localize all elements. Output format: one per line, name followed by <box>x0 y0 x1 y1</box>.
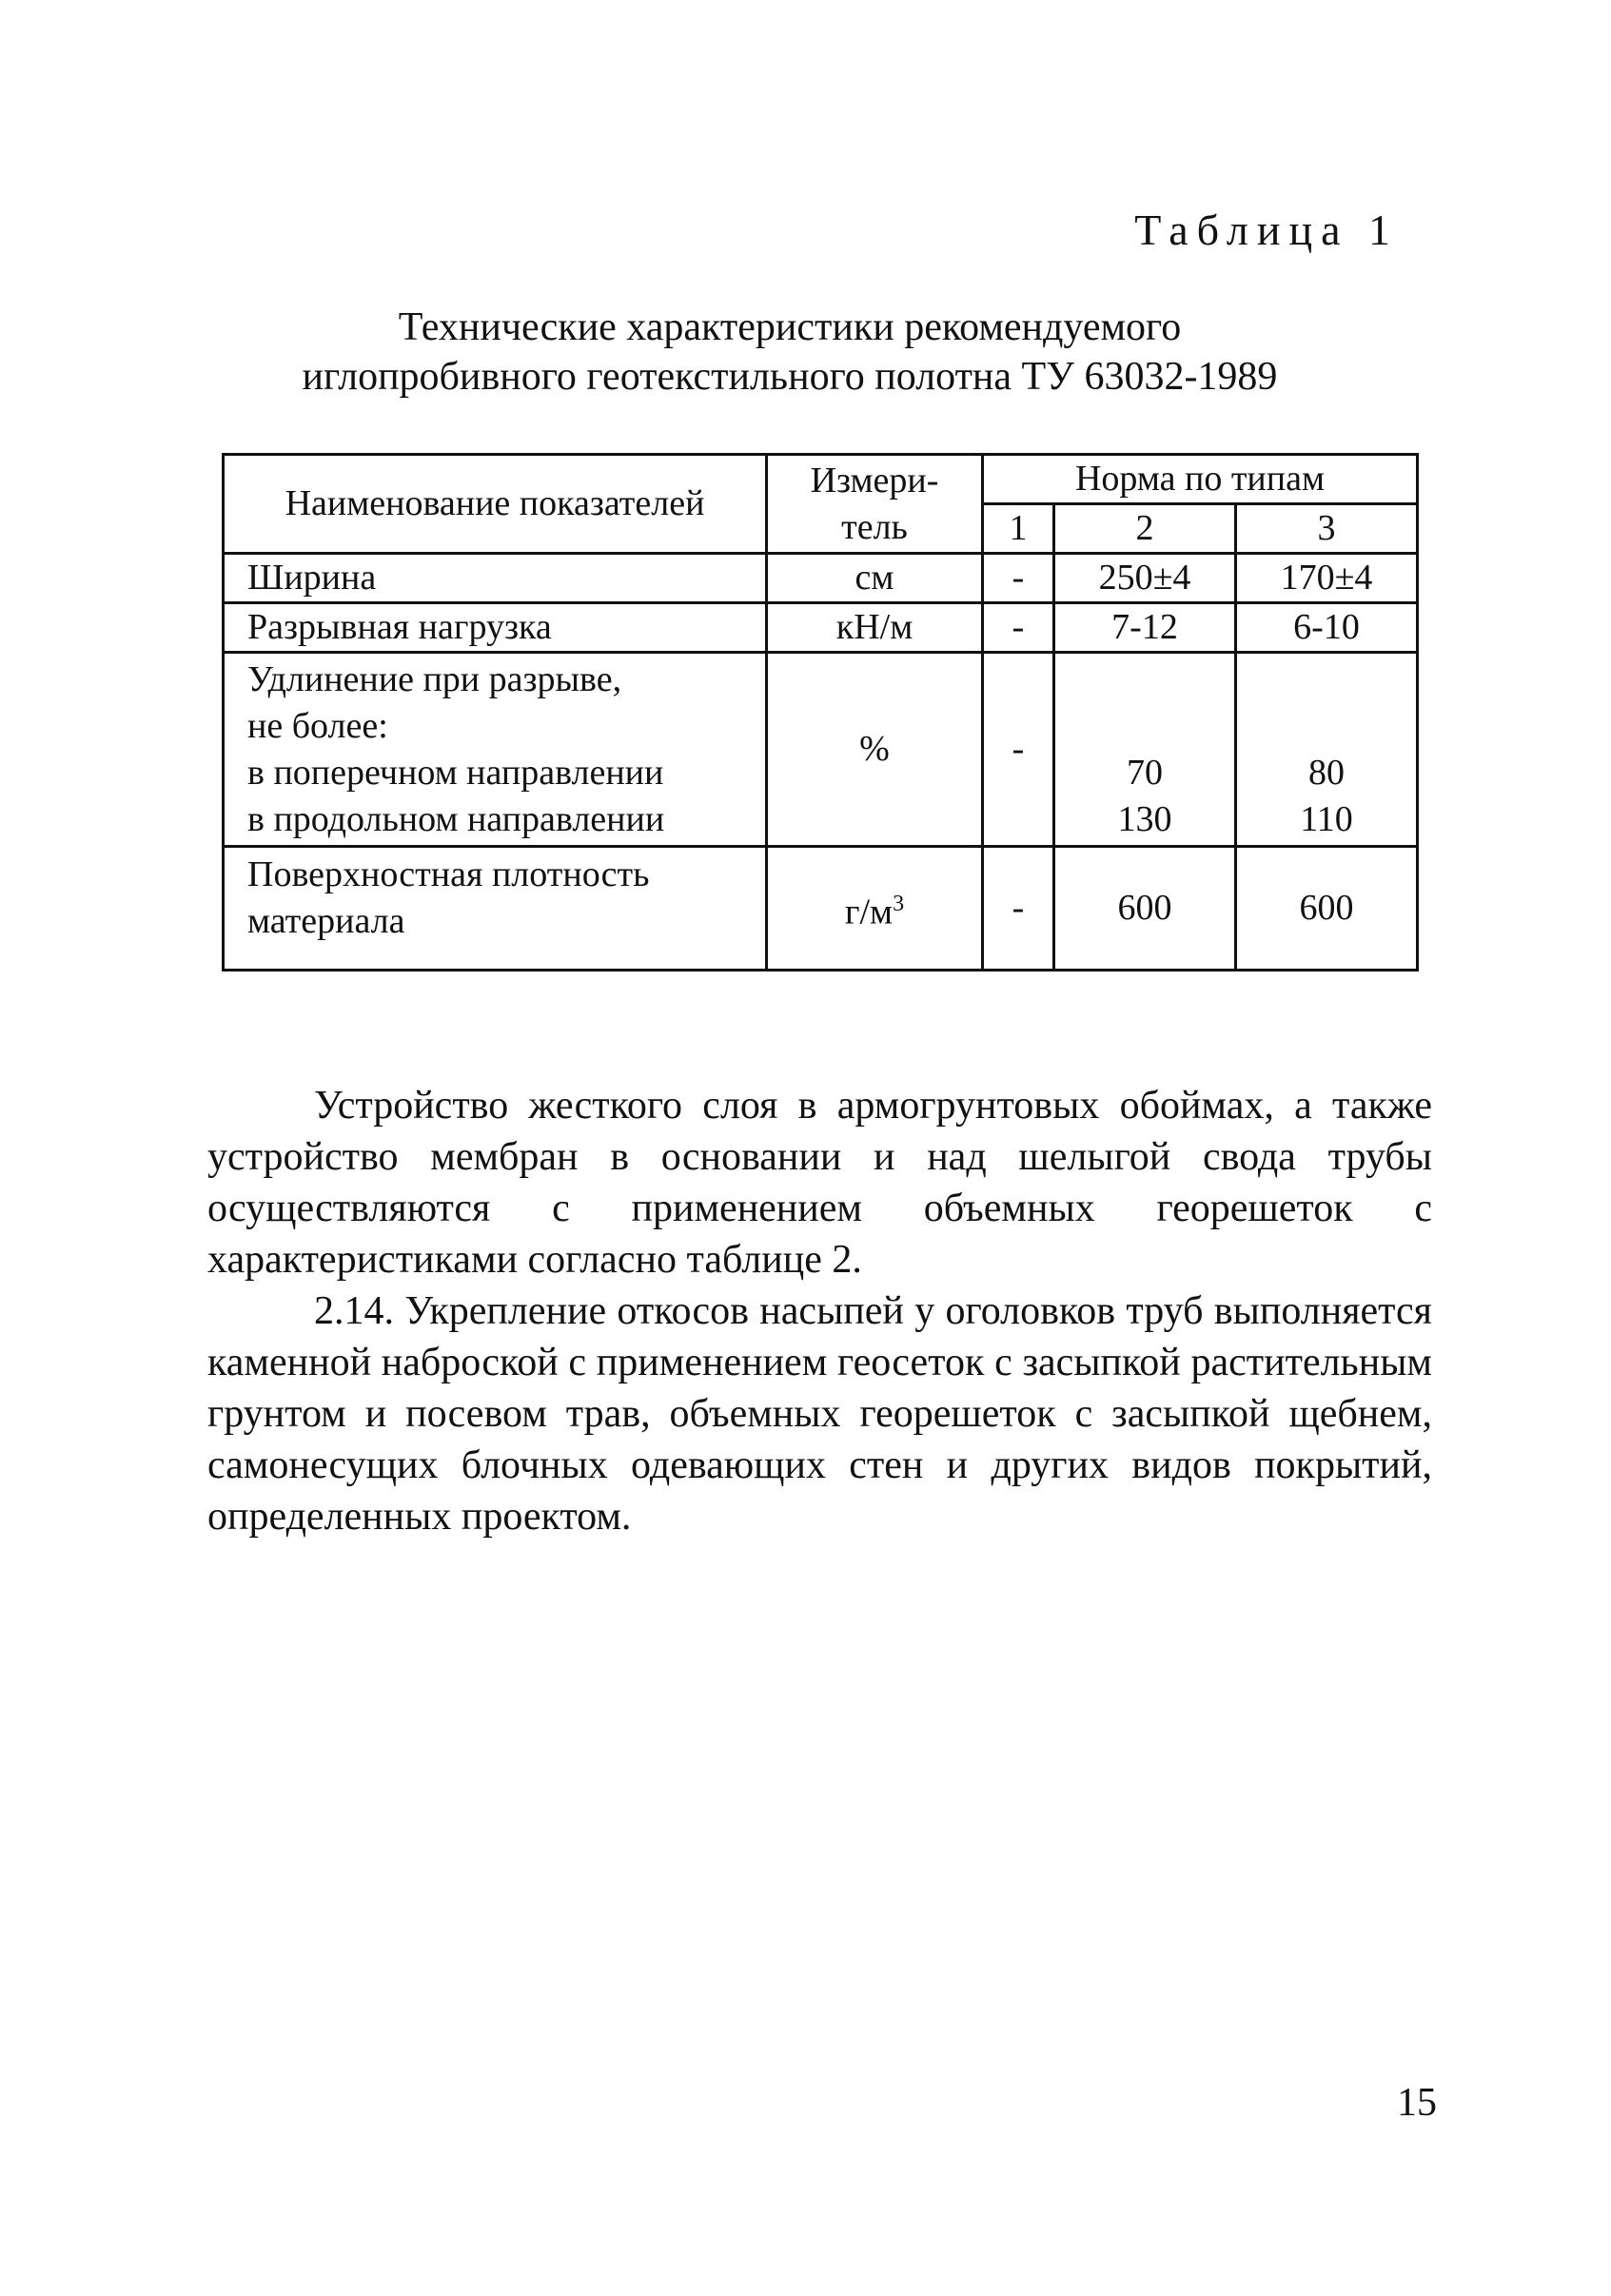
row-unit-base: г/м <box>844 892 894 932</box>
row-name-line: Удлинение при разрыве, <box>247 658 622 699</box>
row-name-line: в поперечном направлении <box>247 752 664 793</box>
row-value-line: 110 <box>1300 799 1353 839</box>
row-unit <box>767 847 983 971</box>
row-type-2: 250±4 <box>1054 554 1236 603</box>
table-row <box>224 554 1418 603</box>
table-row <box>224 653 1418 847</box>
row-name: Ширина <box>224 554 767 603</box>
table-title <box>219 303 1361 402</box>
paragraph: 2.14. Укрепление откосов насыпей у оголовков труб выполняется каменной наброской с применением геосеток с засыпкой растительным грунтом и посевом трав, объемных георешеток с засыпкой щебнем, самонесущих блочных одевающих стен и других видов покрытий, определенных проектом. <box>207 1289 1432 1539</box>
row-name-line: Поверхностная плотность <box>247 854 650 894</box>
header-type-1: 1 <box>983 504 1054 554</box>
row-type-3: 6-10 <box>1236 603 1418 653</box>
table-title-line-1: Технические характеристики рекомендуемого <box>398 305 1182 349</box>
row-type-3: 600 <box>1236 847 1418 971</box>
header-unit <box>767 455 983 554</box>
row-type-1: - <box>983 603 1054 653</box>
row-name-line: не более: <box>247 705 388 746</box>
row-name-line: в продольном направлении <box>247 798 665 839</box>
row-type-1: - <box>983 653 1054 847</box>
row-name-line: материала <box>247 901 405 941</box>
row-unit: кН/м <box>767 603 983 653</box>
row-type-3 <box>1236 653 1418 847</box>
table-title-line-2: иглопробивного геотекстильного полотна ТУ 63032-1989 <box>302 355 1278 399</box>
body-text <box>207 1080 1432 1542</box>
page-number: 15 <box>1397 2081 1437 2125</box>
row-value-line: 130 <box>1117 799 1172 839</box>
header-norm: Норма по типам <box>983 455 1418 504</box>
paragraph: Устройство жесткого слоя в армогрунтовых обоймах, а также устройство мембран в основании и над шелыгой свода трубы осуществляются с применением объемных георешеток с характеристиками согласно таблице 2. <box>207 1084 1432 1282</box>
row-name <box>224 653 767 847</box>
row-unit: см <box>767 554 983 603</box>
row-value-line: 70 <box>1127 753 1163 793</box>
row-unit: % <box>767 653 983 847</box>
row-type-3: 170±4 <box>1236 554 1418 603</box>
header-unit-line-1: Измери- <box>810 460 939 500</box>
table-row <box>224 603 1418 653</box>
row-type-1: - <box>983 847 1054 971</box>
row-name: Разрывная нагрузка <box>224 603 767 653</box>
header-type-2: 2 <box>1054 504 1236 554</box>
table-label: Таблица 1 <box>1134 206 1399 254</box>
row-name <box>224 847 767 971</box>
row-type-2 <box>1054 653 1236 847</box>
header-type-3: 3 <box>1236 504 1418 554</box>
header-row-1 <box>224 455 1418 504</box>
row-type-2: 7-12 <box>1054 603 1236 653</box>
spec-table <box>222 453 1419 971</box>
row-unit-superscript: 3 <box>893 891 905 916</box>
row-type-2: 600 <box>1054 847 1236 971</box>
header-name: Наименование показателей <box>224 455 767 554</box>
row-type-1: - <box>983 554 1054 603</box>
table-row <box>224 847 1418 971</box>
header-unit-line-2: тель <box>841 506 908 547</box>
row-value-line: 80 <box>1308 753 1345 793</box>
